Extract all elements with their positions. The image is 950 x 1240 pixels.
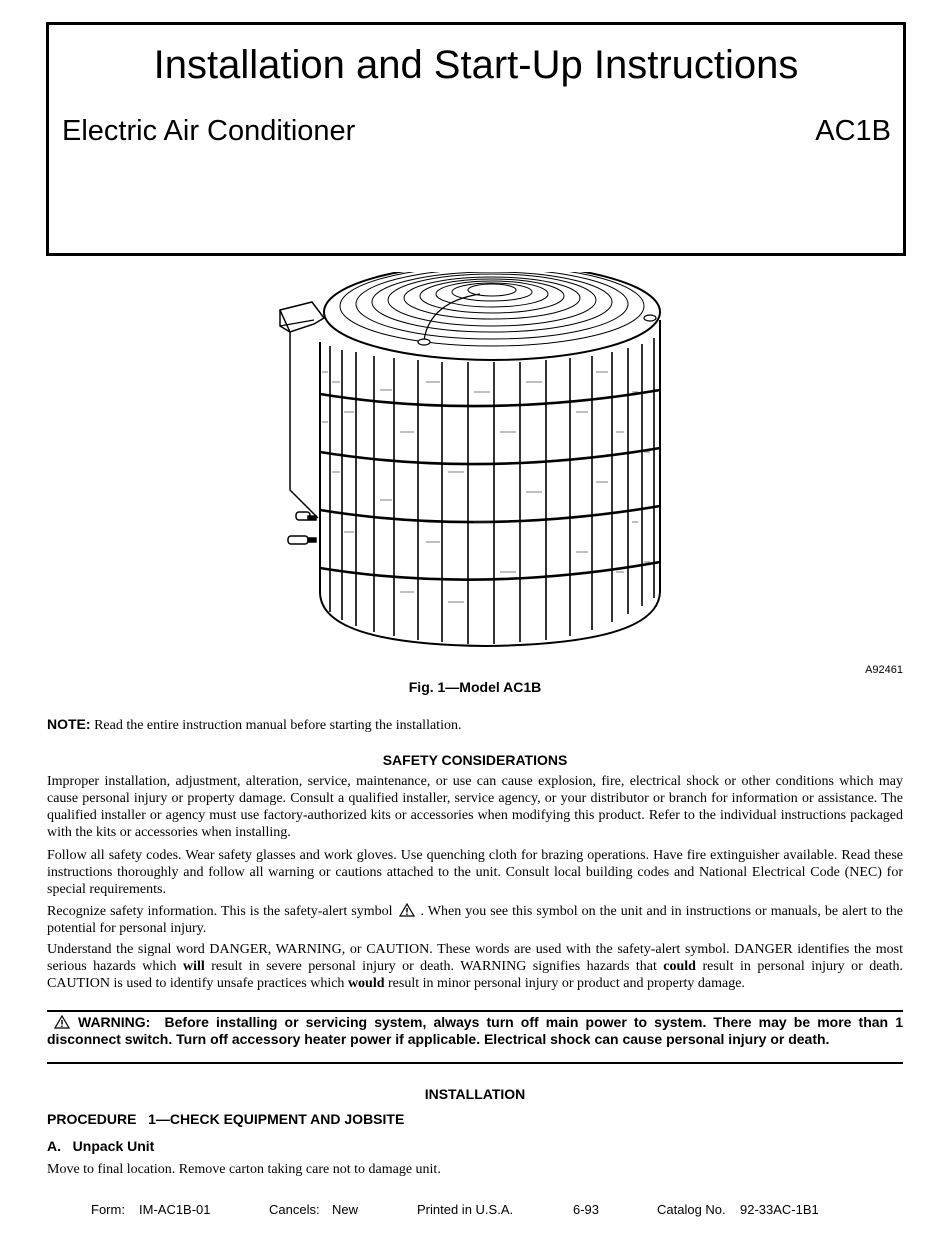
procedure-heading: PROCEDURE 1—CHECK EQUIPMENT AND JOBSITE <box>47 1111 405 1127</box>
note-text: Read the entire instruction manual before starting the installation. <box>94 718 462 733</box>
model-code: AC1B <box>815 115 891 147</box>
p3-after: . When you see this symbol on the unit and in instructions or manuals, be alert to the potential for personal injury. <box>47 904 903 936</box>
footer-cancels-label: Cancels: <box>269 1202 320 1217</box>
page-title: Installation and Start-Up Instructions <box>153 43 799 87</box>
p4-part-c: result in personal injury or death. CAUTION is used to identify unsafe practices which <box>47 959 904 991</box>
warning-bottom-rule <box>47 1062 903 1064</box>
footer-form-value: IM-AC1B-01 <box>139 1202 211 1217</box>
title-box <box>46 22 906 256</box>
warning-label: WARNING: <box>78 1014 151 1030</box>
safety-paragraph-4 <box>47 941 903 992</box>
installation-heading: INSTALLATION <box>424 1086 526 1102</box>
p4-would: would <box>347 976 385 991</box>
note-paragraph <box>47 716 903 734</box>
page-footer <box>0 1202 950 1222</box>
refrigerant-line-connectors <box>288 512 316 544</box>
footer-catalog-value: 92-33AC-1B1 <box>740 1202 819 1217</box>
warning-block <box>47 1014 903 1048</box>
p4-will: will <box>182 959 205 974</box>
guard-bands <box>320 390 660 580</box>
figure-caption: Fig. 1—Model AC1B <box>408 679 542 695</box>
figure-code: A92461 <box>865 664 903 676</box>
warning-text: Before installing or servicing system, always turn off main power to system. There may be more than 1 disconnect switch. Turn off accessory heater power if applicable. Electrical shock can cause personal injury or death. <box>47 1014 903 1047</box>
safety-paragraph-3 <box>47 903 903 937</box>
p4-part-a: Understand the signal word DANGER, WARNING, or CAUTION. These words are used with the safety-alert symbol. DANGER identifies the most serious hazards which <box>47 942 903 974</box>
step-a-text: Move to final location. Remove carton taking care not to damage unit. <box>47 1162 441 1177</box>
note-label: NOTE: <box>47 716 91 732</box>
safety-paragraph-2: Follow all safety codes. Wear safety glasses and work gloves. Use quenching cloth for brazing operations. Have fire extinguisher available. Read these instructions thoroughly and follow all warning or cautions attached to the unit. Consult local building codes and National Electrical Code (NEC) for special requirements. <box>47 848 903 897</box>
step-a-heading: A. Unpack Unit <box>47 1138 155 1154</box>
footer-form-label: Form: <box>91 1202 125 1217</box>
footer-date: 6-93 <box>573 1202 600 1217</box>
footer-printed: Printed in U.S.A. <box>417 1202 514 1217</box>
p4-could: could <box>663 959 696 974</box>
safety-alert-icon <box>399 903 415 917</box>
warning-alert-icon <box>54 1015 70 1029</box>
footer-catalog-label: Catalog No. <box>657 1202 726 1217</box>
air-conditioner-illustration <box>270 272 670 662</box>
safety-paragraph-1: Improper installation, adjustment, alteration, service, maintenance, or use can cause explosion, fire, electrical shock or other conditions which may cause personal injury or property damage. Consult a qualified installer, service agency, or your distributor or branch for information or assistance. The qualified installer or agency must use factory-authorized kits or accessories when modifying this product. Refer to the individual instructions packaged with the kits or accessories when installing. <box>47 774 903 840</box>
coil-fin-lines <box>330 338 654 644</box>
warning-top-rule <box>47 1010 903 1012</box>
footer-cancels-value: New <box>332 1202 359 1217</box>
p3-before: Recognize safety information. This is the safety-alert symbol <box>47 904 393 919</box>
safety-heading: SAFETY CONSIDERATIONS <box>382 752 568 768</box>
p4-part-d: result in minor personal injury or product and property damage. <box>388 976 745 991</box>
p4-part-b: result in severe personal injury or death. WARNING signifies hazards that <box>211 959 657 974</box>
product-subtitle: Electric Air Conditioner <box>62 115 356 147</box>
